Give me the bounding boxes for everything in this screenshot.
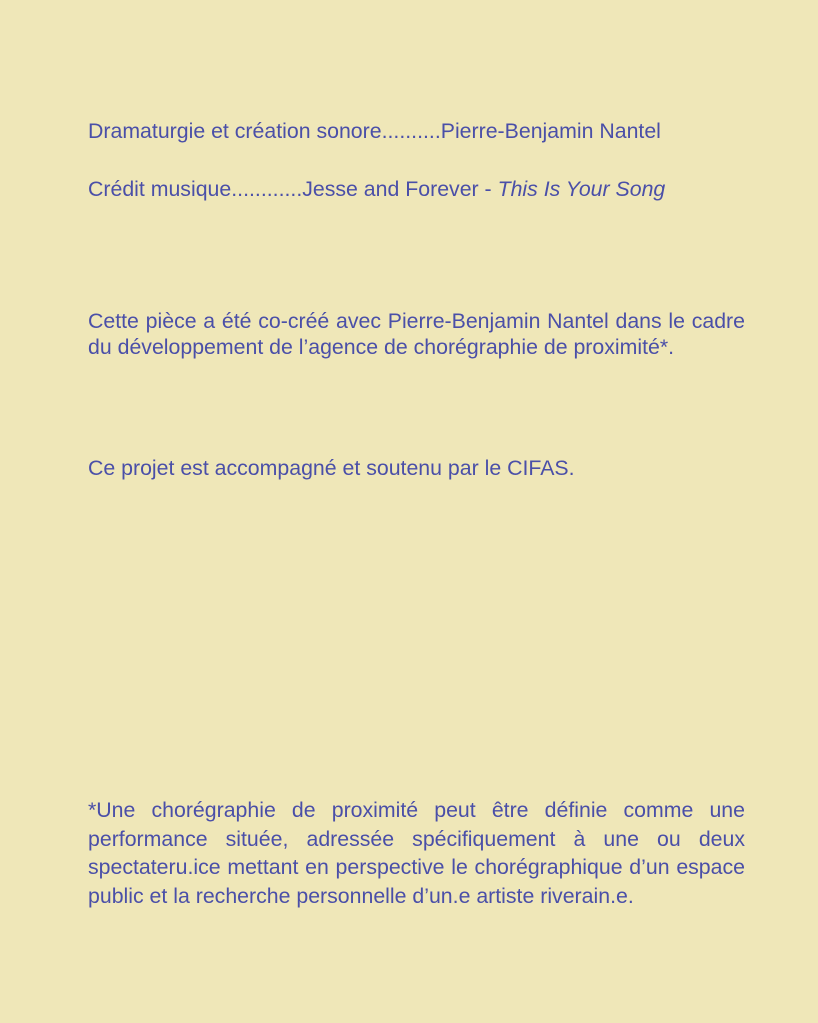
credit-dots: ............ [231,177,303,201]
support-paragraph: Ce projet est accompagné et soutenu par le CIFAS. [88,456,575,480]
credit-name: Jesse and Forever - [302,177,498,201]
footnote-paragraph: *Une chorégraphie de proximité peut être définie comme une performance située, adressée spécifiquement à une ou deux spectateru.ice mettant en perspective le chorégraphique d’un espace public et la recherche personnelle d’un.e artiste riverain.e. [88,798,745,908]
cocreation-paragraph: Cette pièce a été co-créé avec Pierre-Benjamin Nantel dans le cadre du développement de l’agence de chorégraphie de proximité*. [88,309,745,359]
credit-work-title: This Is Your Song [497,177,666,201]
credit-name: Pierre-Benjamin Nantel [440,119,661,143]
credit-role: Dramaturgie et création sonore [88,119,382,143]
credit-role: Crédit musique [88,177,232,201]
credit-musique [88,176,665,202]
credit-dramaturgie [88,118,661,144]
credit-dots: .......... [381,119,441,143]
